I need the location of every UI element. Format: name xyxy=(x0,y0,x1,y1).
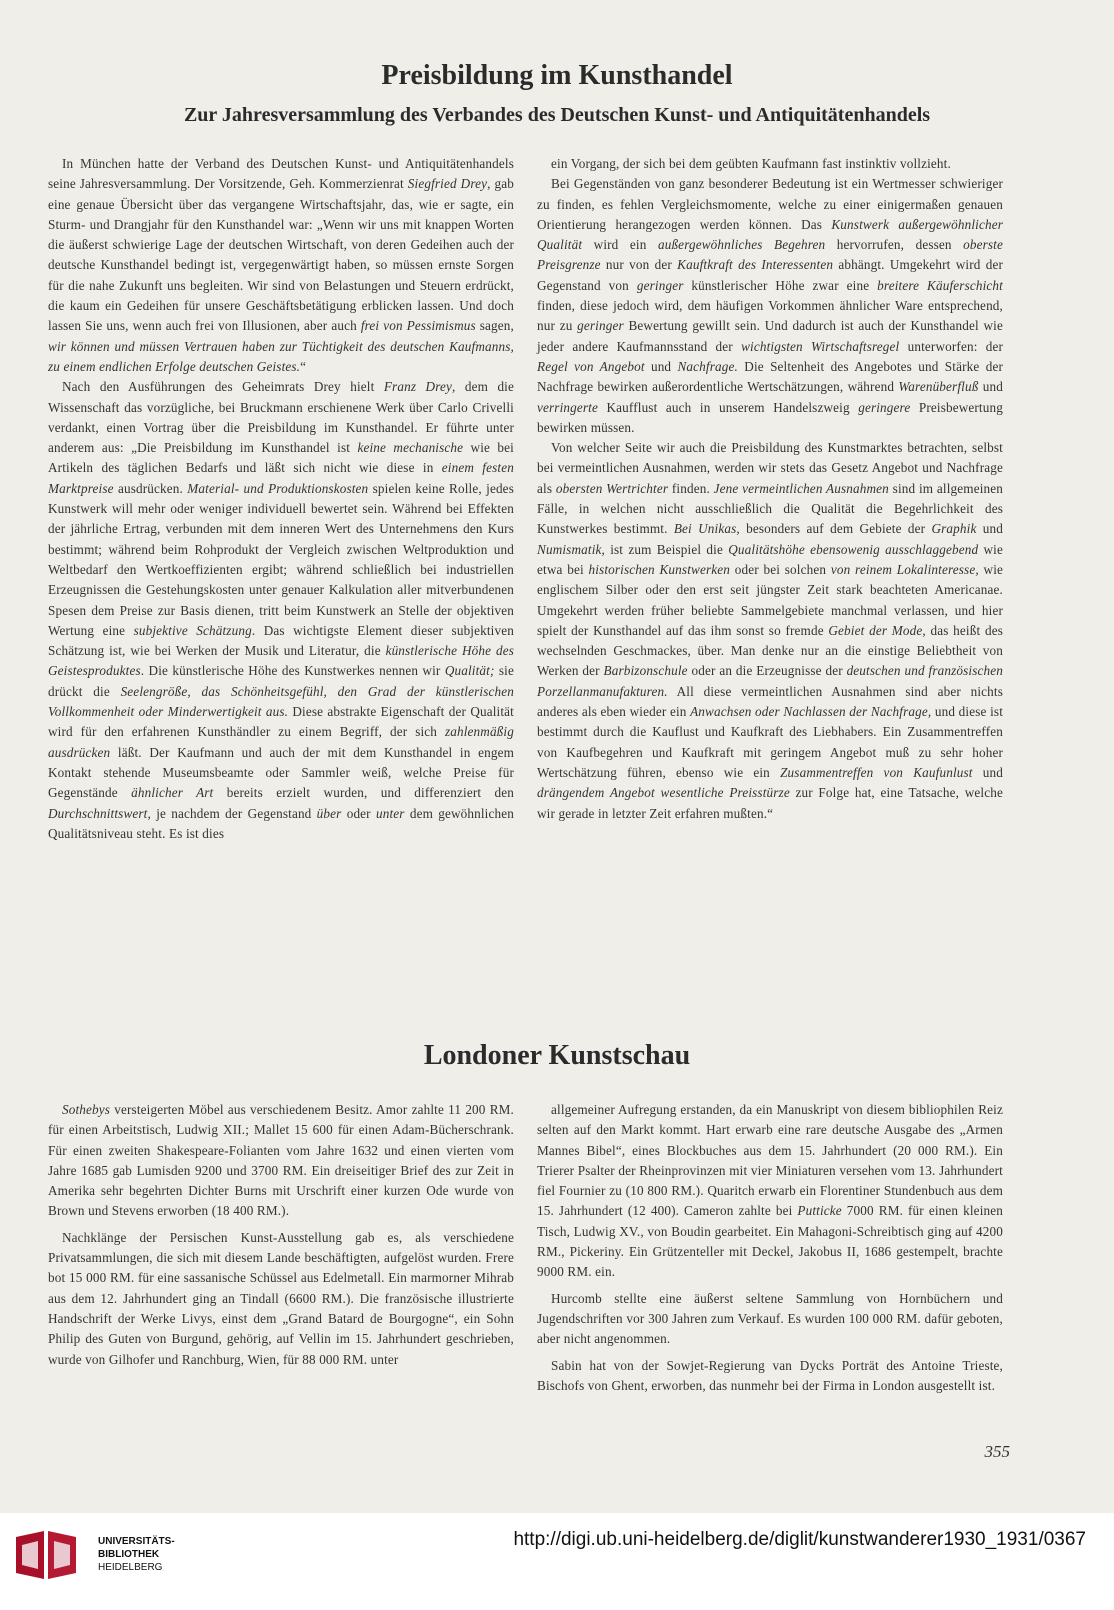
emphasis: frei von Pessimismus xyxy=(360,318,476,334)
emphasis: oberste Preisgrenze xyxy=(537,237,1003,273)
article1-right-column xyxy=(537,154,1003,824)
emphasis: Barbizonschule xyxy=(603,663,688,679)
paragraph: Von welcher Seite wir auch die Preisbildung des Kunstmarktes betrachten, selbst bei vermeintlichen Ausnahmen, werden wir stets das Gesetz Angebot und Nachfrage als obersten Wertrichter finden. Jene vermeintlichen Ausnahmen sind im allgemeinen Fälle, in welchen nicht ausschließlich die Qualität die Begehrlichkeit des Kunstwerkes bestimmt. Bei Unikas, besonders auf dem Gebiete der Graphik und Numismatik, ist zum Beispiel die Qualitätshöhe ebensowenig ausschlaggebend wie etwa bei historischen Kunstwerken oder bei solchen von reinem Lokalinteresse, wie englischem Silber oder den erst seit jüngster Zeit stark beachteten Americanae. Umgekehrt werden früher beliebte Sammelgebiete manchmal verlassen, und hier spielt der Kunsthandel auf das ihm sonst so fremde Gebiet der Mode, das heißt des wechselnden Geschmackes, über. Man denke nur an die einstige Beliebtheit von Werken der Barbizonschule oder an die Erzeugnisse der deutschen und französischen Porzellanmanufakturen. All diese vermeintlichen Ausnahmen sind aber nichts anderes als eben wieder ein Anwachsen oder Nachlassen der Nachfrage, und diese ist bestimmt durch die Kauflust und Kaufkraft des Liebhabers. Ein Zusammentreffen von Kaufbegehren und Kaufkraft mit geringem Angebot muß zu sehr hoher Wertschätzung führen, ebenso wie ein Zusammentreffen von Kaufunlust und drängendem Angebot wesentliche Preisstürze zur Folge hat, eine Tatsache, welche wir gerade in letzter Zeit erfahren mußten.“ xyxy=(537,440,1004,821)
library-logo-icon xyxy=(14,1529,90,1581)
emphasis: über xyxy=(316,805,342,821)
emphasis: Seelengröße, das Schönheitsgefühl, den Grad der künstlerischen Vollkommenheit oder Minderwertigkeit aus. xyxy=(48,683,514,720)
library-logo-text xyxy=(98,1535,175,1574)
article-subtitle: Zur Jahresversammlung des Verbandes des Deutschen Kunst- und Antiquitätenhandels xyxy=(183,104,931,126)
paragraph: Hurcomb stellte eine äußerst seltene Sammlung von Hornbüchern und Jugendschriften vor 300 Jahren zum Verkauf. Es wurden 100 000 RM. dafür geboten, aber nicht angenommen. xyxy=(537,1290,1003,1347)
emphasis: keine mechanische xyxy=(357,440,464,456)
emphasis: geringer xyxy=(636,277,684,293)
emphasis: Nachfrage. xyxy=(677,358,738,374)
article2-left-column xyxy=(48,1100,514,1370)
emphasis: drängendem Angebot wesentliche Preisstürze xyxy=(537,785,790,801)
emphasis: Regel von Angebot xyxy=(537,358,645,374)
library-name-line1: UNIVERSITÄTS- xyxy=(98,1536,175,1547)
paragraph: Sothebys versteigerten Möbel aus verschiedenem Besitz. Amor zahlte 11 200 RM. für einen Arbeitstisch, Ludwig XII.; Mallet 15 600 für einen Adam-Bücherschrank. Für einen zweiten Shakespeare-Folianten vom Jahre 1632 und einen vierten vom Jahre 1685 gab Lumisden 9200 und 3700 RM. Ein dreiseitiger Brief des zur Zeit in Amerika sehr begehrten Dichter Burns mit Urschrift einer kurzen Ode wurde von Brown und Stevens erworben (18 400 RM.). xyxy=(48,1102,514,1219)
emphasis: zahlenmäßig ausdrücken xyxy=(48,724,514,760)
emphasis: geringere xyxy=(858,399,911,415)
emphasis: Warenüberfluß xyxy=(898,379,979,395)
emphasis: obersten Wertrichter xyxy=(555,480,669,496)
library-logo xyxy=(14,1525,175,1585)
emphasis: Franz Drey xyxy=(383,379,452,395)
emphasis: Kauftkraft des Interessenten xyxy=(677,257,834,273)
emphasis: geringer xyxy=(577,318,624,334)
emphasis: Zusammentreffen von Kaufunlust xyxy=(780,764,973,780)
emphasis: von reinem Lokalinteresse, xyxy=(830,561,979,577)
emphasis: verringerte xyxy=(537,399,598,415)
emphasis: Kunstwerk außergewöhnlicher Qualität xyxy=(537,216,1003,253)
emphasis: historischen Kunstwerken xyxy=(588,561,731,577)
emphasis: unter xyxy=(375,805,405,821)
emphasis: Gebiet der Mode, xyxy=(828,622,926,638)
emphasis: ähnlicher Art xyxy=(131,785,214,801)
emphasis: Siegfried Drey xyxy=(407,176,488,192)
emphasis: Durchschnittswert, xyxy=(48,805,151,821)
emphasis: Anwachsen oder Nachlassen der Nachfrage, xyxy=(690,704,932,720)
paragraph: ein Vorgang, der sich bei dem geübten Kaufmann fast instinktiv vollzieht. xyxy=(551,156,951,171)
paragraph: Nachklänge der Persischen Kunst-Ausstellung gab es, als verschiedene Privatsammlungen, die sich mit diesem Lande beschäftigten, aufgelöst wurden. Frere bot 15 000 RM. für eine sassanische Schüssel aus Edelmetall. Ein marmorner Mihrab aus dem 12. Jahrhundert ging an Tindall (6600 RM.). Die französische illustrierte Handschrift der Werke Livys, einst dem „Grand Batard de Bourgogne“, ein Sohn Philip des Guten von Burgund, gehörig, auf Vellin im 15. Jahrhundert geschrieben, wurde von Gilhofer und Ranchburg, Wien, für 88 000 RM. unter xyxy=(48,1229,514,1367)
section-title-london: Londoner Kunstschau xyxy=(423,1040,691,1071)
paragraph: Nach den Ausführungen des Geheimrats Drey hielt Franz Drey, dem die Wissenschaft das vorzügliche, bei Bruckmann erschienene Werk über Carlo Crivelli verdankt, einen Vortrag über die Preisbildung im Kunsthandel. Er führte unter anderem aus: „Die Preisbildung im Kunsthandel ist keine mechanische wie bei Artikeln des täglichen Bedarfs und läßt sich nicht wie diese in einem festen Marktpreise ausdrücken. Material- und Produktionskosten spielen keine Rolle, jedes Kunstwerk will mehr oder weniger individuell bewertet sein. Während bei Effekten der jährliche Ertrag, verbunden mit dem inneren Wert des Unternehmens den Kurs bestimmt; während beim Rohprodukt der Vergleich zwischen Weltproduktion und Weltbedarf den Wertkoeffizienten ergibt; während schließlich bei industriellen Erzeugnissen die Gestehungskosten unter genauer Kalkulation aller mitverbundenen Spesen dem Preise zur Basis dienen, tritt beim Kunstwerk an Stelle der objektiven Wertung eine subjektive Schätzung. Das wichtigste Element dieser subjektiven Schätzung ist, wie bei Werken der Musik und Literatur, die künstlerische Höhe des Geistesproduktes. Die künstlerische Höhe des Kunstwerkes nennen wir Qualität; sie drückt die Seelengröße, das Schönheitsgefühl, den Grad der künstlerischen Vollkommenheit oder Minderwertigkeit aus. Diese abstrakte Eigenschaft der Qualität wird für den erfahrenen Kunsthändler zu einem Begriff, der sich zahlenmäßig ausdrücken läßt. Der Kaufmann und auch der mit dem Kunsthandel in engem Kontakt stehende Museumsbeamte oder Sammler weiß, welche Preise für Gegenstände ähnlicher Art bereits erzielt wurden, und differenziert den Durchschnittswert, je nachdem der Gegenstand über oder unter dem gewöhnlichen Qualitätsniveau steht. Es ist dies xyxy=(48,379,515,841)
paragraph: allgemeiner Aufregung erstanden, da ein Manuskript von diesem bibliophilen Reiz selten auf den Markt kommt. Hart erwarb eine rare deutsche Ausgabe des „Armen Mannes Bibel“, eines Blockbuches aus dem 15. Jahrhundert (20 000 RM.). Ein Trierer Psalter der Rheinprovinzen mit vier Miniaturen versehen vom 13. Jahrhundert fiel Fournier zu (10 800 RM.). Quaritch erwarb ein Florentiner Stundenbuch aus dem 15. Jahrhundert (12 400). Cameron zahlte bei Putticke 7000 RM. für einen kleinen Tisch, Ludwig XV., von Boudin gearbeitet. Ein Mahagoni-Schreibtisch ging auf 4200 RM., Pickeriny. Ein Grützenteller mit Deckel, Jakobus II, 1686 gestempelt, brachte 9000 RM. ein. xyxy=(537,1102,1003,1280)
emphasis: Material- und Produktionskosten xyxy=(187,480,369,496)
paragraph: Bei Gegenständen von ganz besonderer Bedeutung ist ein Wertmesser schwieriger zu finden, es fehlen Vergleichsmomente, welche zu einer einigermaßen genauen Orientierung herangezogen werden können. Das Kunstwerk außergewöhnlicher Qualität wird ein außergewöhnliches Begehren hervorrufen, dessen oberste Preisgrenze nur von der Kauftkraft des Interessenten abhängt. Umgekehrt wird der Gegenstand von geringer künstlerischer Höhe zwar eine breitere Käuferschicht finden, diese jedoch wird, dem häufigen Vorkommen ähnlicher Ware entsprechend, nur zu geringer Bewertung gewillt sein. Und dadurch ist auch der Kunsthandel wie jeder andere Kaufmannsstand der wichtigsten Wirtschaftsregel unterworfen: der Regel von Angebot und Nachfrage. Die Seltenheit des Angebotes und Stärke der Nachfrage bewirken außerordentliche Wertschätzungen, während Warenüberfluß und verringerte Kaufflust auch in unserem Handelszweig geringere Preisbewertung bewirken müssen. xyxy=(537,176,1004,435)
emphasis: Graphik xyxy=(931,521,977,537)
emphasis: künstlerische Höhe des Geistesproduktes xyxy=(48,643,515,679)
article2-right-column xyxy=(537,1100,1003,1396)
page-number: 355 xyxy=(984,1442,1010,1461)
paragraph: Sabin hat von der Sowjet-Regierung van Dycks Porträt des Antoine Trieste, Bischofs von Ghent, erworben, das nunmehr bei der Firma in London ausgestellt ist. xyxy=(537,1357,1003,1393)
source-url-link[interactable]: http://digi.ub.uni-heidelberg.de/diglit/kunstwanderer1930_1931/0367 xyxy=(513,1529,1086,1550)
emphasis: wichtigsten Wirtschaftsregel xyxy=(741,338,900,354)
emphasis: Bei Unikas, xyxy=(673,521,740,537)
paragraph: In München hatte der Verband des Deutschen Kunst- und Antiquitätenhandels seine Jahresversammlung. Der Vorsitzende, Geh. Kommerzienrat Siegfried Drey, gab eine genaue Übersicht über das vergangene Wirtschaftsjahr, das, wie er sagte, ein Sturm- und Drangjahr für den Kunsthandel war: „Wenn wir uns mit knappen Worten die äußerst schwierige Lage der deutschen Wirtschaft, von deren Gedeihen auch der deutsche Kunsthandel bedingt ist, vergegenwärtigt haben, so müssen ernste Sorgen für die nahe Zukunft uns begleiten. Wir sind von Belastungen und Steuern erdrückt, die kaum ein Gedeihen für unsere Geschäftsbetätigung erblicken lassen. Und doch lassen Sie uns, wenn auch frei von Illusionen, aber auch frei von Pessimismus sagen, wir können und müssen Vertrauen haben zur Tüchtigkeit des deutschen Kaufmanns, zu einem endlichen Erfolge deutschen Geistes.“ xyxy=(48,156,514,374)
emphasis: außergewöhnliches Begehren xyxy=(657,237,826,253)
article-title: Preisbildung im Kunsthandel xyxy=(381,60,733,91)
emphasis: breitere Käuferschicht xyxy=(877,277,1003,293)
emphasis: Numismatik, xyxy=(537,541,605,557)
emphasis: wir können und müssen Vertrauen haben zur Tüchtigkeit des deutschen Kaufmanns, zu einem endlichen Erfolge deutschen Geistes. xyxy=(48,338,514,374)
emphasis: subjektive Schätzung xyxy=(133,622,252,638)
emphasis: deutschen und französischen Porzellanmanufakturen. xyxy=(537,663,1003,699)
emphasis: Jene vermeintlichen Ausnahmen xyxy=(713,480,889,496)
library-name-line3: HEIDELBERG xyxy=(98,1562,163,1573)
footer-bar xyxy=(0,1513,1114,1610)
emphasis: Putticke xyxy=(797,1203,842,1219)
article1-left-column xyxy=(48,154,514,844)
emphasis: einem festen Marktpreise xyxy=(48,460,514,496)
emphasis: Sothebys xyxy=(62,1102,111,1117)
emphasis: Qualität; xyxy=(444,663,495,679)
emphasis: Qualitätshöhe ebensowenig ausschlaggebend xyxy=(728,541,979,557)
library-name-line2: BIBLIOTHEK xyxy=(98,1549,160,1560)
